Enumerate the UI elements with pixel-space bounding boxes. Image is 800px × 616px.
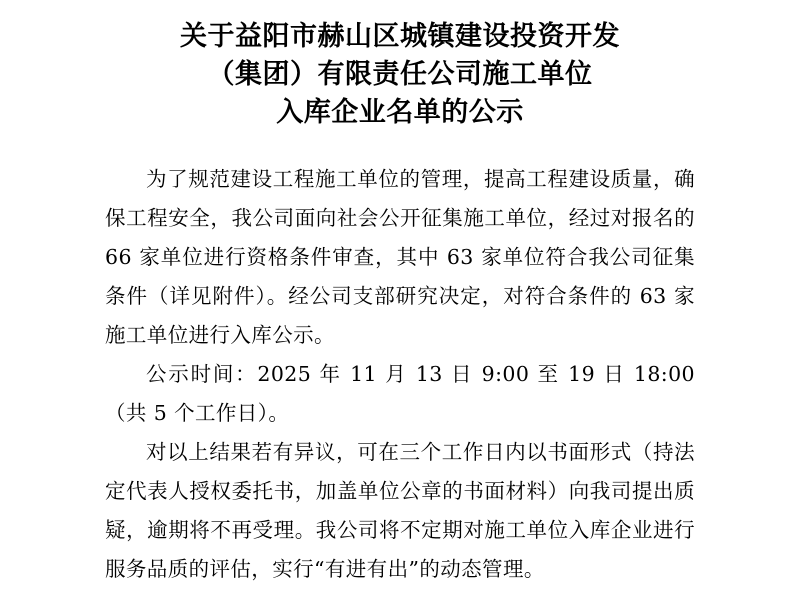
page-title-line-1: 关于益阳市赫山区城镇建设投资开发 — [180, 21, 620, 52]
document-body — [105, 132, 695, 589]
page-title — [0, 0, 800, 132]
page-title-line-2: （集团）有限责任公司施工单位 — [207, 59, 593, 90]
paragraph-publicity-period: 公示时间：2025 年 11 月 13 日 9:00 至 19 日 18:00（共 5 个工作日）。 — [105, 362, 695, 425]
paragraph-objection-process: 对以上结果若有异议，可在三个工作日内以书面形式（持法定代表人授权委托书，加盖单位公章的书面材料）向我司提出质疑，逾期将不再受理。我公司将不定期对施工单位入库企业进行服务品质的评估，实行“有进有出”的动态管理。 — [105, 440, 695, 581]
paragraph-background: 为了规范建设工程施工单位的管理，提高工程建设质量，确保工程安全，我公司面向社会公开征集施工单位，经过对报名的 66 家单位进行资格条件审查，其中 63 家单位符合我公司征集条件（详见附件）。经公司支部研究决定，对符合条件的 63 家施工单位进行入库公示。 — [105, 167, 695, 347]
page-title-line-3: 入库企业名单的公示 — [276, 97, 524, 128]
